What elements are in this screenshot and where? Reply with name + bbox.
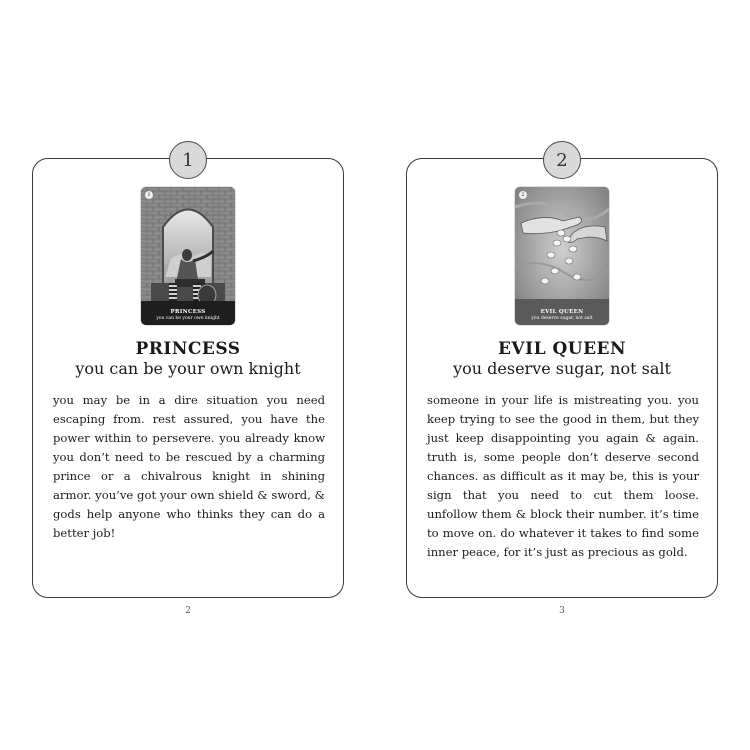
page-number: 3 [559, 606, 565, 616]
mini-card-subtitle: you deserve sugar, not salt [531, 316, 593, 321]
card-page-evil-queen [406, 149, 718, 598]
princess-card-illustration [141, 187, 235, 325]
mini-card-subtitle: you can be your own knight [156, 316, 220, 321]
card-subtitle: you can be your own knight [75, 359, 301, 378]
card-title: EVIL QUEEN [497, 339, 627, 359]
card-number-badge: 1 [169, 141, 207, 179]
evil-queen-card-illustration [515, 187, 609, 325]
mini-card-number: 2 [519, 191, 527, 199]
card-description: you may be in a dire situation you need escaping from. rest assured, you have the power within to persevere. you already know you don’t need to be rescued by a charming prince or a chivalrous knight in shining armor. you’ve got your own shield & sword, & gods help anyone who thinks they can do a better job! [53, 393, 325, 540]
mini-card-number: 1 [145, 191, 153, 199]
card-number-badge: 2 [543, 141, 581, 179]
card-subtitle: you deserve sugar, not salt [453, 359, 671, 378]
mini-card-title: EVIL QUEEN [540, 309, 584, 315]
princess-artwork [141, 187, 235, 325]
evil-queen-artwork [515, 187, 609, 325]
card-title: PRINCESS [135, 339, 241, 359]
page-number: 2 [185, 606, 191, 616]
card-description: someone in your life is mistreating you. you keep trying to see the good in them, but they just keep disappointing you again & again. truth is, some people don’t deserve second chances. as difficult as it may be, this is your sign that you need to cut them loose. unfollow them & block their number. it’s time to move on. do whatever it takes to find some inner peace, for it’s just as precious as gold. [427, 393, 699, 559]
card-page-princess [32, 149, 344, 598]
mini-card-title: PRINCESS [170, 309, 206, 315]
